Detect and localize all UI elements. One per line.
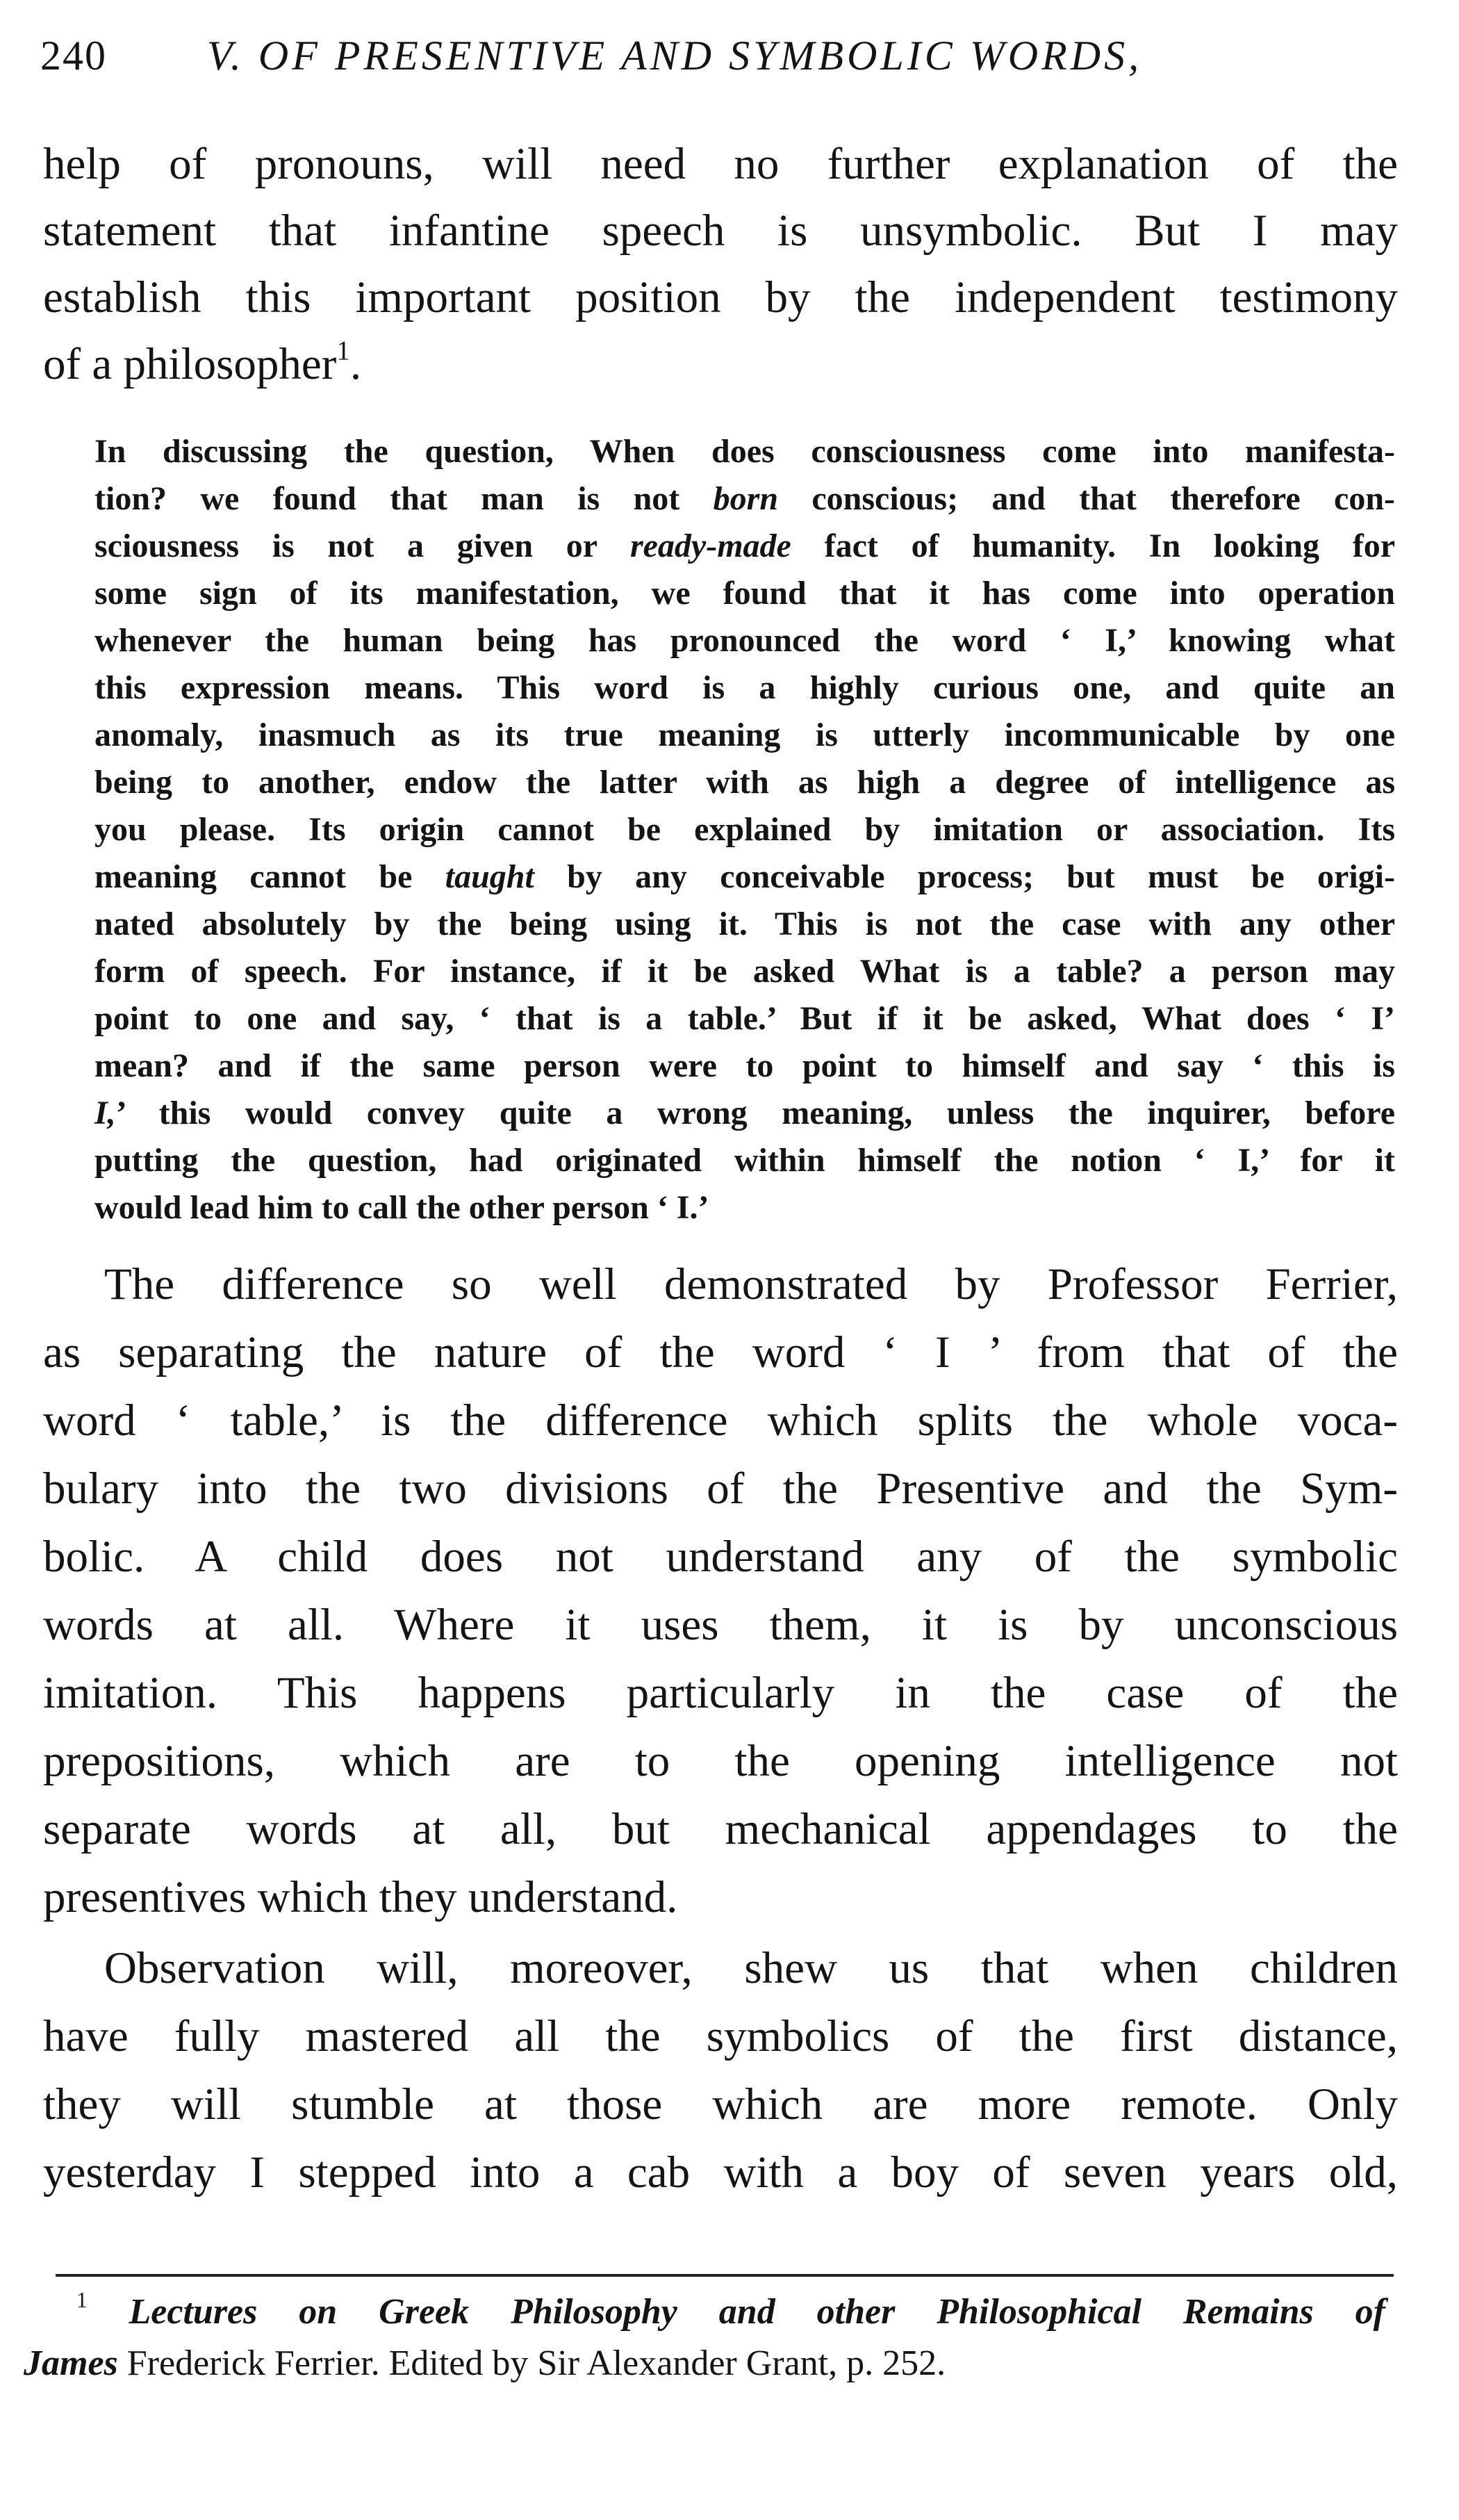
extract-line-16: putting the question, had originated within himself the notion ‘ I,’ for it xyxy=(94,1142,1395,1179)
para1-line-4-end: . xyxy=(349,339,362,389)
extract-line-17: would lead him to call the other person ‘ I.’ xyxy=(94,1189,709,1226)
para1-line-4-text: of a philosopher xyxy=(43,339,337,389)
extract-line-8: being to another, endow the latter with as high a degree of intelligence as xyxy=(94,764,1395,801)
para2-line-3: word ‘ table,’ is the difference which splits the whole voca- xyxy=(43,1396,1398,1446)
extract-line-14: mean? and if the same person were to point to himself and say ‘ this is xyxy=(94,1047,1395,1084)
extract-line-4: some sign of its manifestation, we found that it has come into operation xyxy=(94,575,1395,612)
para1-line-2: statement that infantine speech is unsymbolic. But I may xyxy=(43,206,1398,256)
extract-line-7: anomaly, inasmuch as its true meaning is utterly incommunicable by one xyxy=(94,717,1395,753)
extract-line-10 xyxy=(94,853,1395,901)
footnote-edition: Frederick Ferrier. Edited by Sir Alexander Grant, p. 252. xyxy=(117,2343,946,2383)
extract-line-5: whenever the human being has pronounced the word ‘ I,’ knowing what xyxy=(94,622,1395,659)
footnote-line-1 xyxy=(76,2286,1385,2338)
extract-line-6: this expression means. This word is a highly curious one, and quite an xyxy=(94,669,1395,706)
para2-line-4: bulary into the two divisions of the Presentive and the Sym- xyxy=(43,1464,1398,1514)
extract-line-2-b: conscious; and that therefore con- xyxy=(778,480,1396,517)
para1-line-1: help of pronouns, will need no further explanation of the xyxy=(43,139,1398,189)
extract-line-10-b: by any conceivable process; but must be origi- xyxy=(534,858,1395,895)
extract-line-15 xyxy=(94,1090,1395,1137)
extract-line-10-a: meaning cannot be xyxy=(94,858,445,895)
extract-line-3 xyxy=(94,523,1395,570)
extract-line-1: In discussing the question, When does consciousness come into manifesta- xyxy=(94,433,1395,470)
para2-line-9: separate words at all, but mechanical appendages to the xyxy=(43,1804,1398,1854)
para3-line-2: have fully mastered all the symbolics of the first distance, xyxy=(43,2011,1398,2061)
para2-line-6: words at all. Where it uses them, it is by unconscious xyxy=(43,1600,1398,1650)
para2-line-7: imitation. This happens particularly in the case of the xyxy=(43,1668,1398,1718)
extract-emphasis-taught: taught xyxy=(445,858,534,895)
extract-emphasis-ready-made: ready-made xyxy=(629,527,791,564)
extract-line-3-a: sciousness is not a given or xyxy=(94,527,630,564)
running-head: V. OF PRESENTIVE AND SYMBOLIC WORDS, xyxy=(207,33,1143,79)
para3-line-4: yesterday I stepped into a cab with a boy of seven years old, xyxy=(43,2147,1398,2198)
para2-line-10: presentives which they understand. xyxy=(43,1872,678,1922)
para2-line-8: prepositions, which are to the opening intelligence not xyxy=(43,1736,1398,1786)
para3-line-3: they will stumble at those which are more remote. Only xyxy=(43,2079,1398,2129)
para3-line-1: Observation will, moreover, shew us that when children xyxy=(104,1943,1398,1993)
para1-line-4 xyxy=(43,331,1398,398)
extract-line-15-b: ’ this would convey quite a wrong meaning, unless the inquirer, before xyxy=(115,1095,1395,1131)
para2-line-2: as separating the nature of the word ‘ I ’ from that of the xyxy=(43,1327,1398,1377)
para2-line-1: The difference so well demonstrated by Professor Ferrier, xyxy=(104,1259,1398,1309)
page-header xyxy=(40,28,1423,83)
para1-line-3: establish this important position by the independent testimony xyxy=(43,272,1398,322)
extract-line-9: you please. Its origin cannot be explained by imitation or association. Its xyxy=(94,811,1395,848)
extract-line-12: form of speech. For instance, if it be asked What is a table? a person may xyxy=(94,953,1395,990)
extract-emphasis-i: I, xyxy=(94,1095,116,1131)
extract-line-13: point to one and say, ‘ that is a table.’ But if it be asked, What does ‘ I’ xyxy=(94,1000,1395,1037)
footnote-marker: 1 xyxy=(76,2288,88,2312)
footnote-reference: 1 xyxy=(336,335,350,366)
page-number: 240 xyxy=(40,33,107,79)
extract-line-2 xyxy=(94,475,1395,523)
footnote-line-2 xyxy=(24,2338,1385,2389)
footnote-rule xyxy=(56,2274,1394,2277)
footnote-author-first: James xyxy=(24,2343,118,2383)
extract-line-11: nated absolutely by the being using it. This is not the case with any other xyxy=(94,906,1395,942)
extract-line-3-b: fact of humanity. In looking for xyxy=(791,527,1395,564)
extract-line-2-a: tion? we found that man is not xyxy=(94,480,714,517)
footnote-title: Lectures on Greek Philosophy and other Philosophical Remains of xyxy=(129,2292,1385,2332)
para2-line-5: bolic. A child does not understand any of the symbolic xyxy=(43,1532,1398,1582)
extract-emphasis-born: born xyxy=(713,480,779,517)
